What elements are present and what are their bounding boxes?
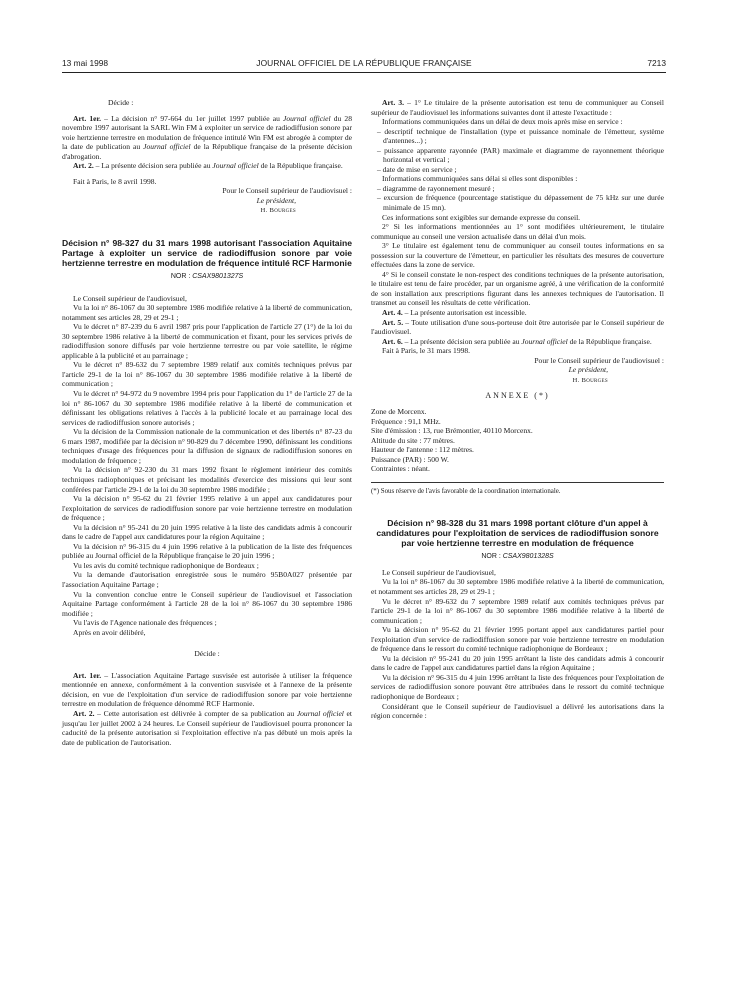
list-item: – diagramme de rayonnement mesuré ; (377, 183, 495, 193)
signature-title: Le président, (256, 195, 296, 205)
info-heading: Informations communiquées sans délai si elles sont disponibles : (382, 174, 578, 184)
article-text: – La présente décision sera publiée au (93, 161, 213, 171)
annexe-item: Zone de Morcenx. (371, 406, 427, 416)
article-3 (371, 98, 664, 117)
annexe-rule (371, 482, 664, 483)
article-label: Art. 2. (73, 708, 95, 718)
article-label: Art. 4. (382, 308, 403, 318)
annexe-item: Hauteur de l'antenne : 112 mètres. (371, 445, 474, 455)
info-note: Ces informations sont exigibles sur demande expresse du conseil. (382, 212, 581, 222)
decision-title: Décision n° 98-327 du 31 mars 1998 autorisant l'association Aquitaine Partage à exploiter un service de radiodiffusion sonore par voie hertzienne terrestre en modulation de fréquence intitulé RCF Harmonie (62, 238, 352, 269)
journal-ref: Journal officiel (296, 708, 344, 718)
header-page-number: 7213 (647, 58, 666, 68)
article-text: – La présente autorisation est incessible. (402, 308, 527, 318)
article-1 (62, 114, 352, 162)
header-journal-title: JOURNAL OFFICIEL DE LA RÉPUBLIQUE FRANÇAISE (256, 58, 472, 68)
annexe-item: Fréquence : 91,1 MHz. (371, 416, 441, 426)
signature-block (371, 356, 664, 386)
list-item: – excursion de fréquence (pourcentage statistique du dépassement de 75 kHz sur une durée minimale de 15 mn). (377, 193, 664, 213)
article-text: de la République française de la présente décision d'abrogation. (62, 142, 352, 161)
signature-title: Le président, (568, 365, 608, 375)
preamble-paragraph: Considérant que le Conseil supérieur de l'audiovisuel a délivré les autorisations dans la région concernée : (371, 701, 664, 721)
article-label: Art. 2. (73, 161, 94, 171)
decide-heading: Décide : (194, 649, 220, 659)
article-6 (371, 337, 664, 347)
info-heading: Informations communiquées dans un délai de deux mois après mise en service : (382, 117, 623, 127)
signature-name: H. Bourges (572, 376, 608, 384)
article-text: de la République française. (567, 336, 652, 346)
article-text: – 1° Le titulaire de la présente autorisation est tenu de communiquer au Conseil supérieur de l'audiovisuel les informations suivantes dont il atteste l'exactitude : (371, 98, 664, 117)
page-header (62, 58, 666, 70)
article-2 (62, 161, 352, 171)
signature-line: Pour le Conseil supérieur de l'audiovisuel : (534, 355, 664, 365)
article-text: de la République française. (258, 161, 343, 171)
article-text: du 28 novembre 1997 autorisant la SARL Win FM à exploiter un service de radiodiffusion sonore par voie hertzienne terrestre en modulation de fréquence intitulé Win FM est abrogée à compter de la date de publication au (62, 113, 352, 152)
preamble-paragraph: Vu l'avis de l'Agence nationale des fréquences ; (73, 618, 217, 628)
preamble-paragraph: Vu la décision n° 95-62 du 21 février 1995 portant appel aux candidatures partiel pour l'exploitation d'un service de radiodiffusion sonore par voie hertzienne terrestre en modulation de fréquence dans le ressort du comité technique radiophonique de Bordeaux ; (371, 625, 664, 654)
signature-date: Fait à Paris, le 31 mars 1998. (382, 346, 471, 356)
preamble-paragraph: Vu les avis du comité technique radiophonique de Bordeaux ; (73, 560, 259, 570)
info-list (371, 127, 664, 175)
article-label: Art. 6. (382, 336, 403, 346)
decision-title: Décision n° 98-328 du 31 mars 1998 portant clôture d'un appel à candidatures pour l'exploitation de services de radiodiffusion sonore par voie hertzienne terrestre en modulation de fréquence (376, 518, 659, 549)
article-2 (62, 709, 352, 747)
header-date: 13 mai 1998 (62, 58, 109, 68)
signature-block (62, 186, 352, 216)
preamble-paragraph: Vu la demande d'autorisation enregistrée sous le numéro 95B0A027 présentée par l'association Aquitaine Partage ; (62, 570, 352, 589)
list-item: – descriptif technique de l'installation (type et puissance nominale de l'émetteur, système d'antennes...) ; (377, 126, 664, 146)
preamble-paragraph: Après en avoir délibéré, (73, 627, 146, 637)
list-item: – date de mise en service ; (377, 164, 457, 174)
preamble-paragraph: Vu la décision n° 95-62 du 21 février 1995 relative à un appel aux candidatures pour l'exploitation de services de radiodiffusion sonore par voie hertzienne terrestre en modulation de fréquence ; (62, 494, 352, 523)
right-column (371, 98, 664, 721)
nor-reference: NOR : CSAX9801327S (170, 273, 244, 281)
header-rule (62, 72, 666, 73)
preamble-paragraph: Le Conseil supérieur de l'audiovisuel, (382, 567, 496, 577)
preamble-paragraph: Vu la convention conclue entre le Conseil supérieur de l'audiovisuel et l'association Aquitaine Partage conformément à l'article 28 de la loi n° 86-1067 du 30 septembre 1986 modifiée ; (62, 589, 352, 618)
article-label: Art. 3. (382, 98, 405, 107)
left-column (62, 98, 352, 747)
preamble-paragraph: Vu la décision n° 96-315 du 4 juin 1996 relative à la publication de la liste des fréquences publiée au Journal officiel de la République française le 20 juin 1996 ; (62, 541, 352, 561)
preamble-paragraph: Vu la loi n° 86-1067 du 30 septembre 1986 modifiée relative à la liberté de communication, et notamment ses articles 28, 29 et 29-1 ; (371, 577, 664, 596)
article-4 (371, 308, 664, 318)
preamble-paragraph: Vu le décret n° 87-239 du 6 avril 1987 pris pour l'application de l'article 27 (1°) de la loi du 30 septembre 1986 relative à la liberté de communication et fixant, pour les services privés de radiodiffusion sonore diffusés par voie hertzienne terrestre ou par voie satellite, le régime applicable à la publicité et au parrainage ; (62, 322, 352, 360)
journal-ref: Journal officiel (283, 113, 331, 123)
annexe-item: Puissance (PAR) : 500 W. (371, 454, 449, 464)
article-text: – La présente décision sera publiée au (402, 336, 522, 346)
preamble-paragraph: Vu la décision de la Commission nationale de la communication et des libertés n° 87-23 du 6 mars 1987, modifiée par la décision n° 90-829 du 7 décembre 1990, définissant les conditions techniques d'usage des fréquences pour la diffusion de signaux de radiodiffusion sonores en modulation de fréquence ; (62, 427, 352, 465)
article-text: – Toute utilisation d'une sous-porteuse doit être autorisée par le Conseil supérieur de l'audiovisuel. (371, 317, 664, 337)
preamble-paragraph: Le Conseil supérieur de l'audiovisuel, (73, 293, 187, 303)
annexe-item: Altitude du site : 77 mètres. (371, 435, 455, 445)
annexe-heading: ANNEXE (*) (485, 391, 550, 401)
preamble-paragraph: Vu le décret n° 89-632 du 7 septembre 1989 relatif aux comités techniques prévus par l'article 29-1 de la loi n° 86-1067 du 30 septembre 1986 modifiée relative à la liberté de communication ; (62, 360, 352, 389)
preamble-paragraph: Vu le décret n° 94-972 du 9 novembre 1994 pris pour l'application du 1° de l'article 27 de la loi n° 86-1067 du 30 septembre 1986 modifiée relative à la liberté de communication et définissant les obligations relatives à l'accès à la publicité locale et au parrainage local des services de radiodiffusion sonore autorisés ; (62, 389, 352, 427)
preamble-paragraph: Vu la décision n° 95-241 du 20 juin 1995 arrêtant la liste des candidats admis à concourir dans le cadre de l'appel aux candidatures partiel dans la région Aquitaine ; (371, 653, 664, 673)
nor-reference: NOR : CSAX9801328S (481, 553, 554, 561)
journal-ref: Journal officiel (143, 142, 191, 152)
article-1 (62, 671, 352, 709)
article-5 (371, 318, 664, 337)
preamble-paragraph: Vu la décision n° 92-230 du 31 mars 1992 fixant le règlement intérieur des comités techniques radiophoniques et précisant les modalités d'exercice des missions qui leur sont conférées par l'article 29-1 de la loi du 30 septembre 1986 modifiée ; (62, 465, 352, 494)
article-label: Art. 1er. (73, 670, 102, 680)
signature-name: H. Bourges (260, 207, 296, 215)
journal-ref: Journal officiel (212, 161, 259, 171)
footnote: (*) Sous réserve de l'avis favorable de la coordination internationale. (371, 487, 561, 495)
paragraph: 2° Si les informations mentionnées au 1° sont modifiées ultérieurement, le titulaire communique au conseil une version actualisée dans un délai d'un mois. (371, 222, 664, 241)
preamble-paragraph: Vu le décret n° 89-632 du 7 septembre 1989 relatif aux comités techniques prévus par l'article 29-1 de la loi n° 86-1067 du 30 septembre 1986 modifiée relative à la liberté de communication ; (371, 596, 664, 625)
annexe-item: Site d'émission : 13, rue Brémontier, 40110 Morcenx. (371, 426, 533, 436)
signature-date: Fait à Paris, le 8 avril 1998. (73, 176, 157, 186)
article-text: et jusqu'au 1er juillet 2002 à 24 heures. Le Conseil supérieur de l'audiovisuel pourra prononcer la caducité de la présente autorisation si l'exploitation effective n'a pas débuté un mois après la date de publication de l'autorisation. (62, 708, 352, 747)
paragraph: 4° Si le conseil constate le non-respect des conditions techniques de la présente autorisation, le titulaire est tenu de faire procéder, par un organisme agréé, à une vérification de la conformité de son installation aux prescriptions figurant dans les annexes techniques de l'autorisation. Il transmet au conseil les résultats de cette vérification. (371, 269, 664, 308)
paragraph: 3° Le titulaire est également tenu de communiquer au conseil toutes informations en sa possession sur la couverture de l'émetteur, en particulier les résultats des mesures de couverture effectuées dans la zone de service. (371, 241, 664, 270)
info-list (371, 184, 664, 213)
article-text: – La décision n° 97-664 du 1er juillet 1997 publiée au (101, 113, 284, 123)
list-item: – puissance apparente rayonnée (PAR) maximale et diagramme de rayonnement théorique horizontal et vertical ; (377, 145, 664, 165)
article-label: Art. 5. (382, 317, 404, 327)
preamble-paragraph: Vu la loi n° 86-1067 du 30 septembre 1986 modifiée relative à la liberté de communication, notamment ses articles 28, 29 et 29-1 ; (62, 303, 352, 322)
decide-heading: Décide : (108, 98, 134, 107)
annexe-details (371, 407, 664, 474)
journal-ref: Journal officiel (521, 336, 568, 346)
preamble-paragraph: Vu la décision n° 95-241 du 20 juin 1995 relative à la liste des candidats admis à concourir dans le cadre de l'appel aux candidatures pour la région Aquitaine ; (62, 522, 352, 542)
article-text: – Cette autorisation est délivrée à compter de sa publication au (94, 708, 297, 718)
article-text: – L'association Aquitaine Partage susvisée est autorisée à utiliser la fréquence mentionnée en annexe, conformément à la convention susvisée et à l'annexe de la présente décision, en vue de l'exploitation d'un service de radiodiffusion sonore par voie hertzienne terrestre en modulation de fréquence dénommé RCF Harmonie. (62, 670, 352, 709)
annexe-item: Contraintes : néant. (371, 464, 430, 474)
preamble-paragraph: Vu la décision n° 96-315 du 4 juin 1996 arrêtant la liste des fréquences pour l'exploitation de services de radiodiffusion sonore pouvant être attribuées dans le ressort du comité technique radiophonique de Bordeaux ; (371, 672, 664, 701)
signature-line: Pour le Conseil supérieur de l'audiovisuel : (222, 186, 352, 196)
article-label: Art. 1er. (73, 113, 102, 123)
